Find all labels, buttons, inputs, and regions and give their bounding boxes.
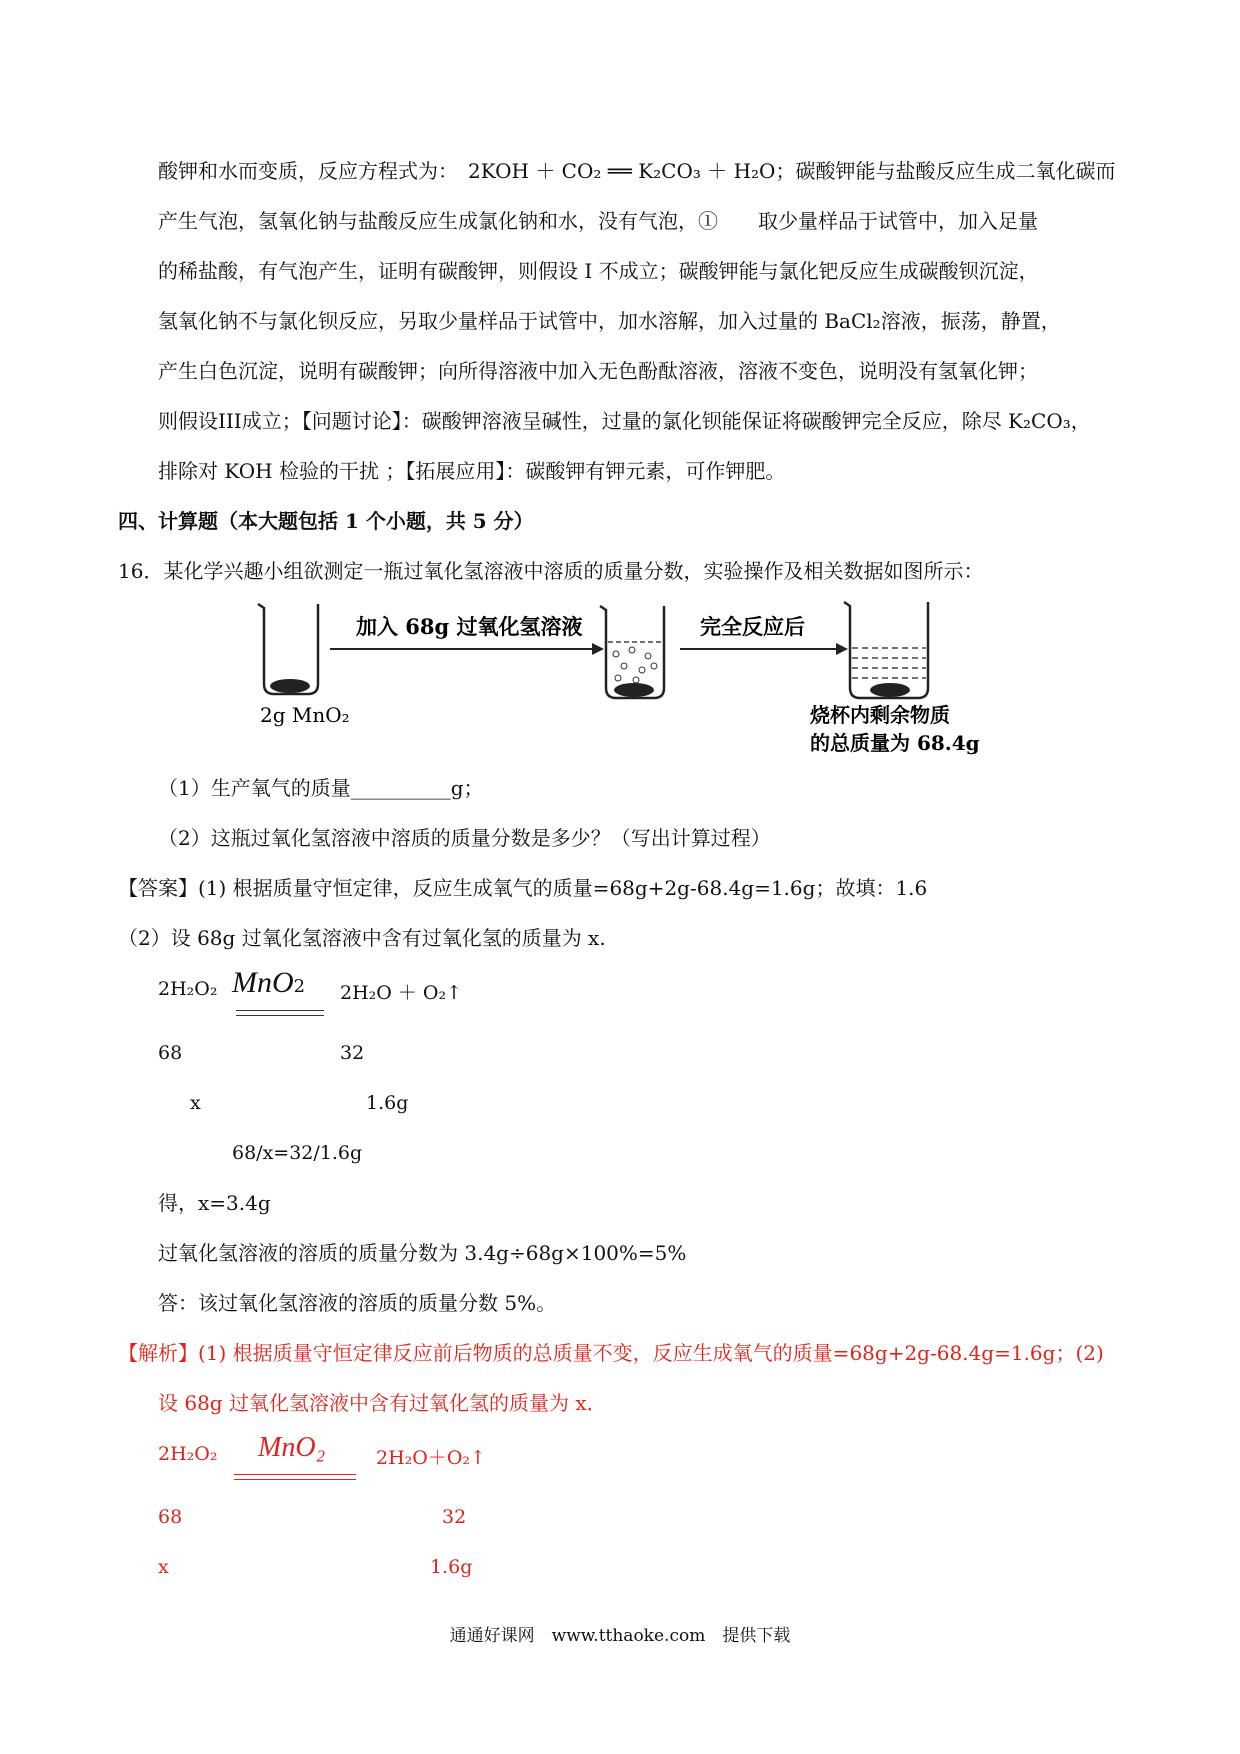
analysis-line-2: 设 68g 过氧化氢溶液中含有过氧化氢的质量为 x．: [158, 1391, 607, 1415]
answer-mass-1-6g: 1.6g: [366, 1092, 409, 1114]
sub-question-1: （1）生产氧气的质量__________g；: [158, 776, 484, 800]
paragraph-line-1: 酸钾和水而变质，反应方程式为： 2KOH ＋ CO₂ ══ K₂CO₃ ＋ H₂O；碳酸钾能与盐酸反应生成二氧化碳而: [158, 159, 1116, 183]
beaker-1: [258, 604, 318, 694]
answer-catalyst-formula: MnO: [232, 966, 294, 999]
paragraph-line-6: 则假设III成立；【问题讨论】：碳酸钾溶液呈碱性，过量的氯化钡能保证将碳酸钾完全反应，除尽 K₂CO₃，: [158, 409, 1091, 433]
sub-question-2: （2）这瓶过氧化氢溶液中溶质的质量分数是多少？（写出计算过程）: [158, 826, 771, 850]
analysis-reaction-bar: [234, 1474, 356, 1480]
experiment-figure: [240, 596, 1010, 761]
figure-label-left: 2g MnO₂: [260, 703, 350, 727]
analysis-equation-right: 2H₂O＋O₂↑: [376, 1447, 486, 1469]
analysis-catalyst-formula: MnO₂: [258, 1432, 326, 1463]
answer-line-2: （2）设 68g 过氧化氢溶液中含有过氧化氢的质量为 x.: [118, 926, 606, 950]
paragraph-line-7: 排除对 KOH 检验的干扰 ；【拓展应用】：碳酸钾有钾元素，可作钾肥。: [158, 459, 786, 483]
answer-fraction: 过氧化氢溶液的溶质的质量分数为 3.4g÷68g×100%=5%: [158, 1241, 687, 1265]
answer-mass-32: 32: [340, 1042, 365, 1064]
arrow-1-label: 加入 68g 过氧化氢溶液: [356, 614, 583, 639]
section-heading: 四、计算题（本大题包括 1 个小题，共 5 分）: [118, 509, 534, 533]
analysis-mass-68: 68: [158, 1506, 183, 1528]
arrow-1-icon: [330, 643, 604, 655]
arrow-2-icon: [680, 643, 848, 655]
beaker-3: [844, 602, 928, 698]
figure-label-right-1: 烧杯内剩余物质: [810, 703, 950, 727]
analysis-catalyst: [258, 1432, 325, 1464]
answer-equation-right: 2H₂O ＋ O₂↑: [340, 982, 463, 1004]
analysis-mass-32: 32: [442, 1506, 467, 1528]
analysis-equation-left: 2H₂O₂: [158, 1443, 218, 1465]
analysis-mass-1-6g: 1.6g: [430, 1556, 473, 1578]
question-stem: 16．某化学兴趣小组欲测定一瓶过氧化氢溶液中溶质的质量分数，实验操作及相关数据如图所示：: [118, 559, 984, 583]
analysis-unknown-x: x: [158, 1556, 169, 1578]
answer-reaction-bar: [236, 1010, 324, 1016]
paragraph-line-2: 产生气泡，氢氧化钠与盐酸反应生成氯化钠和水，没有气泡，① 取少量样品于试管中，加入足量: [158, 209, 1038, 233]
page-footer: 通通好课网 www.tthaoke.com 提供下载: [449, 1626, 791, 1646]
answer-ratio: 68/x=32/1.6g: [232, 1142, 363, 1164]
answer-catalyst: [232, 966, 305, 1000]
answer-solve: 得，x=3.4g: [158, 1191, 271, 1215]
paragraph-line-3: 的稀盐酸，有气泡产生，证明有碳酸钾，则假设 I 不成立；碳酸钾能与氯化钯反应生成碳酸钡沉淀，: [158, 259, 1039, 283]
answer-catalyst-subscript: 2: [293, 976, 306, 997]
arrow-2-label: 完全反应后: [700, 614, 805, 639]
answer-line-1: 【答案】(1) 根据质量守恒定律，反应生成氧气的质量=68g+2g-68.4g=1.6g；故填：1.6: [118, 876, 928, 900]
answer-final: 答：该过氧化氢溶液的溶质的质量分数 5%。: [158, 1291, 557, 1315]
figure-label-right-2: 的总质量为 68.4g: [810, 731, 980, 755]
answer-mass-68: 68: [158, 1042, 183, 1064]
answer-unknown-x: x: [190, 1092, 201, 1114]
answer-equation-left: 2H₂O₂: [158, 978, 218, 1000]
paragraph-line-5: 产生白色沉淀，说明有碳酸钾；向所得溶液中加入无色酚酞溶液，溶液不变色，说明没有氢氧化钾；: [158, 359, 1038, 383]
paragraph-line-4: 氢氧化钠不与氯化钡反应，另取少量样品于试管中，加水溶解，加入过量的 BaCl₂溶液，振荡，静置，: [158, 309, 1061, 333]
analysis-line-1: 【解析】(1) 根据质量守恒定律反应前后物质的总质量不变，反应生成氧气的质量=68g+2g-68.4g=1.6g；(2): [118, 1341, 1104, 1365]
beaker-2: [600, 606, 664, 698]
